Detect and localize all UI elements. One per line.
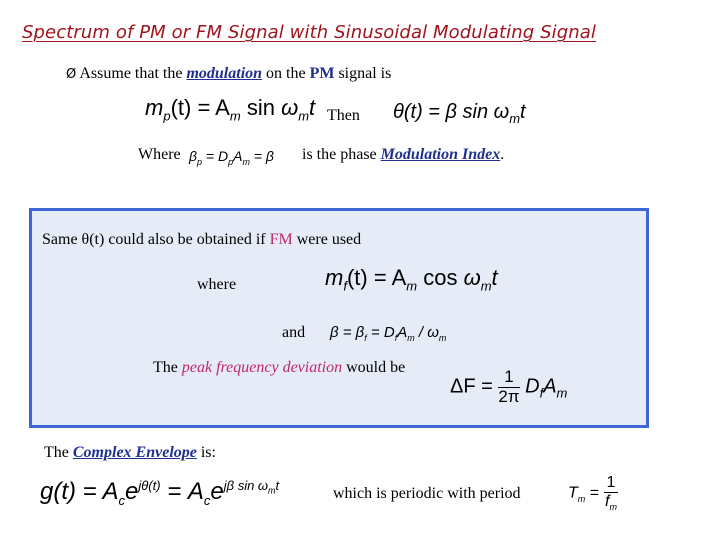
where-label: Where [138, 146, 181, 163]
bullet-line [66, 65, 391, 83]
equation-beta-p: $\beta_p = D_pA_m = \beta$ [189, 148, 274, 167]
complex-envelope-term: Complex Envelope [72, 444, 197, 461]
page-title: Spectrum of PM or FM Signal with Sinusoidal Modulating Signal [22, 22, 597, 43]
periodic-text: which is periodic with period [333, 485, 521, 502]
phase-index-line: is the phase Modulation Index. [302, 146, 505, 163]
equation-beta-f: $\beta = \beta_f = D_fA_m / \omega_m$ [330, 324, 447, 343]
modulation-term: modulation [186, 65, 263, 82]
bullet-text-post: signal is [338, 65, 392, 82]
then-label: Then [327, 107, 360, 124]
bullet-text-mid: on the [266, 65, 306, 82]
modulation-index-term: Modulation Index [380, 146, 501, 163]
peak-deviation-line: The peak frequency deviation would be [153, 359, 406, 376]
complex-envelope-line: The Complex Envelope is: [44, 444, 216, 461]
box-line-1: Same θ(t) could also be obtained if FM were used [42, 231, 362, 248]
pm-term: PM [309, 65, 335, 82]
fm-term: FM [269, 231, 293, 248]
equation-g: $g(t) = A_ce^{j\theta(t)} = A_ce^{j\beta sin \omega_mt}$ [40, 478, 280, 508]
peak-deviation-term: peak frequency deviation [181, 359, 343, 376]
box-and-label: and [282, 324, 306, 341]
equation-tm: $T_m$ = $\frac{1}{f_m}$ [568, 474, 617, 512]
box-where-label: where [197, 276, 237, 293]
equation-mf: $m_f(t) = A_m$ $\cos \omega_mt$ [325, 265, 498, 294]
bullet-marker: Ø [66, 67, 77, 82]
equation-theta: θ(t) = β $\sin \omega_mt$ [393, 101, 526, 126]
equation-delta-f: ΔF = $\frac{1}{2\pi}$ $D_fA_m$ [450, 367, 568, 406]
bullet-text-pre: Assume that the [79, 65, 183, 82]
equation-mp: $m_p(t) = A_m$ $\sin \omega_mt$ [145, 95, 316, 124]
